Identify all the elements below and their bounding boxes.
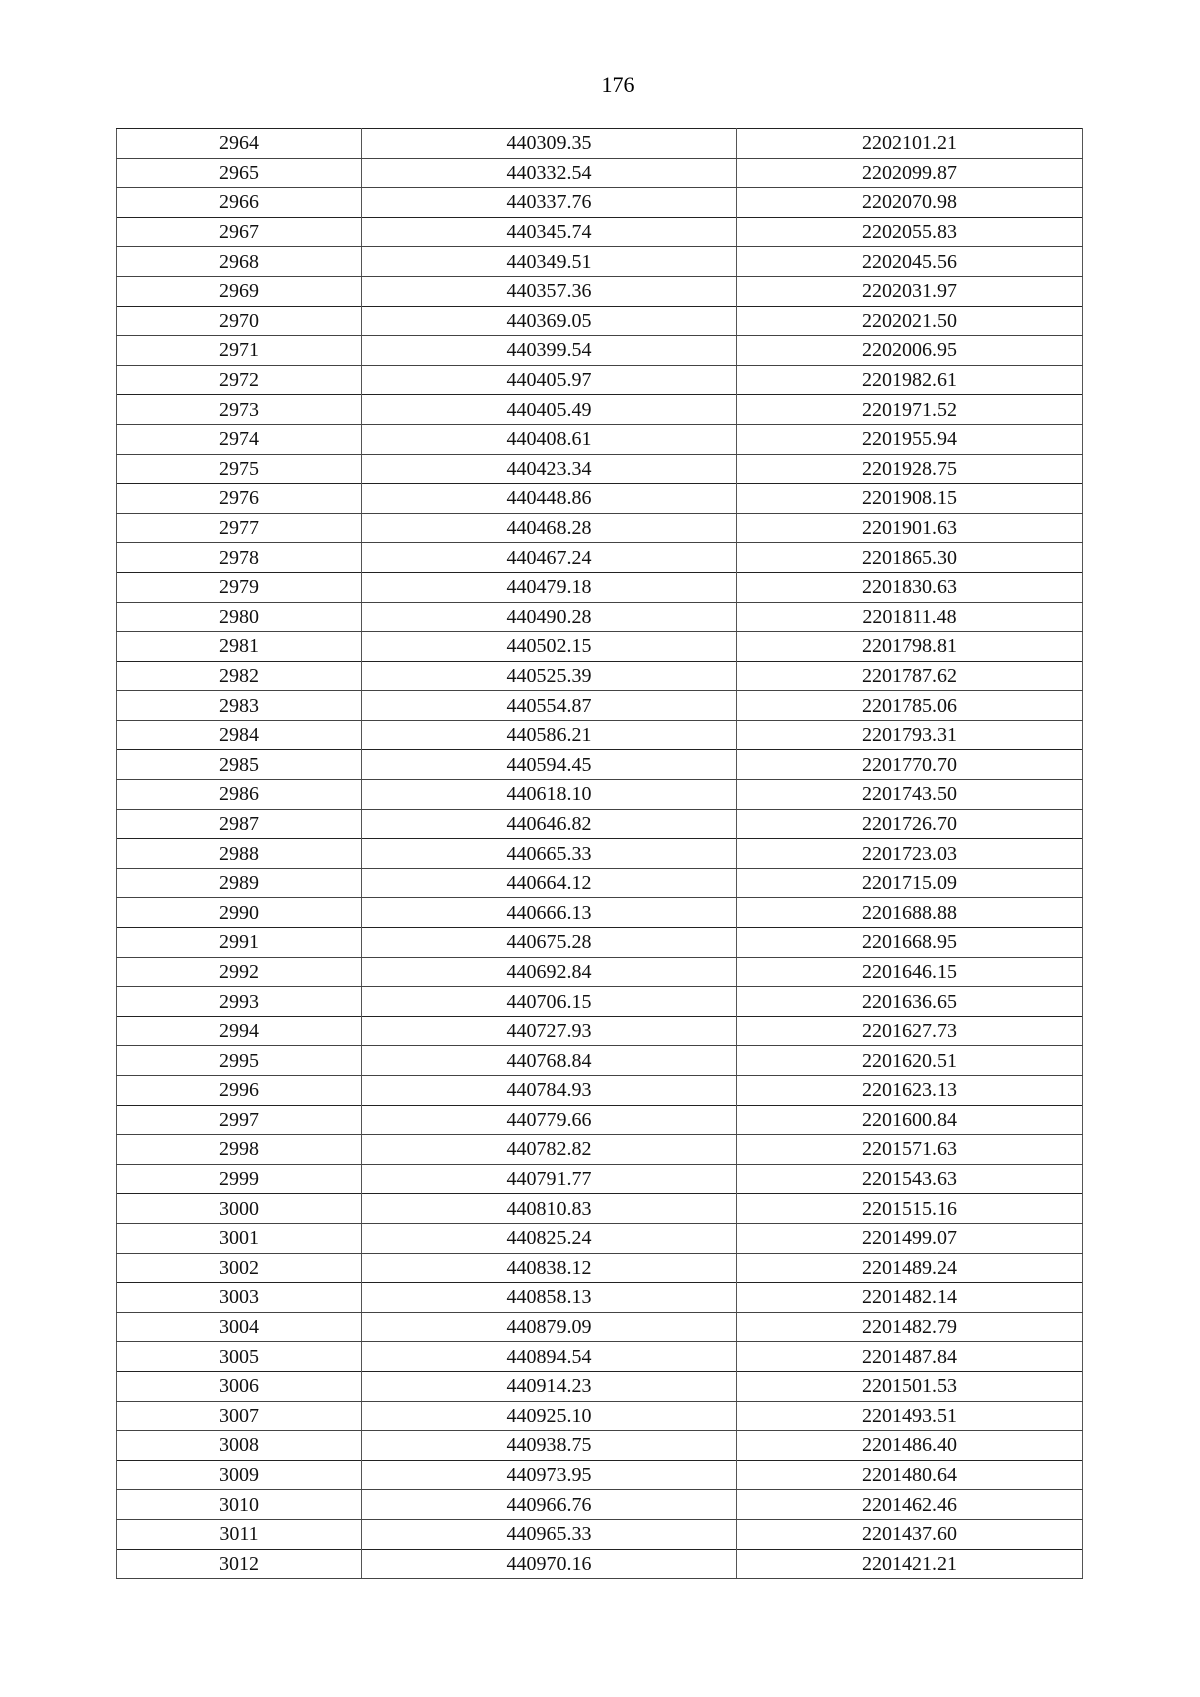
point-number-cell: 2981 — [117, 632, 362, 662]
x-coordinate-cell: 440618.10 — [362, 780, 737, 810]
table-row — [117, 839, 1083, 869]
x-coordinate-cell: 440675.28 — [362, 928, 737, 958]
x-coordinate-cell: 440664.12 — [362, 868, 737, 898]
point-number-cell: 2979 — [117, 572, 362, 602]
point-number-cell: 2976 — [117, 484, 362, 514]
y-coordinate-cell: 2202099.87 — [737, 158, 1083, 188]
y-coordinate-cell: 2201688.88 — [737, 898, 1083, 928]
x-coordinate-cell: 440665.33 — [362, 839, 737, 869]
point-number-cell: 2987 — [117, 809, 362, 839]
y-coordinate-cell: 2202006.95 — [737, 336, 1083, 366]
table-row — [117, 1371, 1083, 1401]
table-row — [117, 1460, 1083, 1490]
point-number-cell: 2991 — [117, 928, 362, 958]
point-number-cell: 3001 — [117, 1223, 362, 1253]
y-coordinate-cell: 2201726.70 — [737, 809, 1083, 839]
y-coordinate-cell: 2201437.60 — [737, 1519, 1083, 1549]
x-coordinate-cell: 440692.84 — [362, 957, 737, 987]
y-coordinate-cell: 2201830.63 — [737, 572, 1083, 602]
point-number-cell: 2974 — [117, 424, 362, 454]
y-coordinate-cell: 2201600.84 — [737, 1105, 1083, 1135]
x-coordinate-cell: 440468.28 — [362, 513, 737, 543]
point-number-cell: 2966 — [117, 188, 362, 218]
x-coordinate-cell: 440925.10 — [362, 1401, 737, 1431]
table-row — [117, 661, 1083, 691]
x-coordinate-cell: 440666.13 — [362, 898, 737, 928]
y-coordinate-cell: 2202045.56 — [737, 247, 1083, 277]
table-row — [117, 454, 1083, 484]
table-row — [117, 1223, 1083, 1253]
table-row — [117, 1253, 1083, 1283]
y-coordinate-cell: 2201723.03 — [737, 839, 1083, 869]
point-number-cell: 3007 — [117, 1401, 362, 1431]
x-coordinate-cell: 440973.95 — [362, 1460, 737, 1490]
x-coordinate-cell: 440502.15 — [362, 632, 737, 662]
x-coordinate-cell: 440791.77 — [362, 1164, 737, 1194]
x-coordinate-cell: 440914.23 — [362, 1371, 737, 1401]
x-coordinate-cell: 440448.86 — [362, 484, 737, 514]
y-coordinate-cell: 2202021.50 — [737, 306, 1083, 336]
y-coordinate-cell: 2201487.84 — [737, 1342, 1083, 1372]
x-coordinate-cell: 440399.54 — [362, 336, 737, 366]
x-coordinate-cell: 440965.33 — [362, 1519, 737, 1549]
x-coordinate-cell: 440423.34 — [362, 454, 737, 484]
y-coordinate-cell: 2201620.51 — [737, 1046, 1083, 1076]
y-coordinate-cell: 2201770.70 — [737, 750, 1083, 780]
point-number-cell: 3002 — [117, 1253, 362, 1283]
x-coordinate-cell: 440894.54 — [362, 1342, 737, 1372]
point-number-cell: 2983 — [117, 691, 362, 721]
y-coordinate-cell: 2202055.83 — [737, 217, 1083, 247]
coordinates-table — [116, 128, 1083, 1579]
table-row — [117, 306, 1083, 336]
point-number-cell: 3003 — [117, 1283, 362, 1313]
point-number-cell: 2973 — [117, 395, 362, 425]
table-body — [117, 129, 1083, 1579]
y-coordinate-cell: 2201743.50 — [737, 780, 1083, 810]
point-number-cell: 2997 — [117, 1105, 362, 1135]
point-number-cell: 2972 — [117, 365, 362, 395]
table-row — [117, 720, 1083, 750]
x-coordinate-cell: 440479.18 — [362, 572, 737, 602]
point-number-cell: 2980 — [117, 602, 362, 632]
point-number-cell: 2969 — [117, 276, 362, 306]
x-coordinate-cell: 440706.15 — [362, 987, 737, 1017]
y-coordinate-cell: 2201486.40 — [737, 1431, 1083, 1461]
point-number-cell: 2996 — [117, 1076, 362, 1106]
x-coordinate-cell: 440309.35 — [362, 129, 737, 159]
table-row — [117, 928, 1083, 958]
table-row — [117, 1401, 1083, 1431]
table-row — [117, 572, 1083, 602]
y-coordinate-cell: 2201543.63 — [737, 1164, 1083, 1194]
x-coordinate-cell: 440405.49 — [362, 395, 737, 425]
y-coordinate-cell: 2201646.15 — [737, 957, 1083, 987]
table-row — [117, 1490, 1083, 1520]
x-coordinate-cell: 440525.39 — [362, 661, 737, 691]
point-number-cell: 2975 — [117, 454, 362, 484]
x-coordinate-cell: 440408.61 — [362, 424, 737, 454]
y-coordinate-cell: 2201627.73 — [737, 1016, 1083, 1046]
point-number-cell: 3006 — [117, 1371, 362, 1401]
point-number-cell: 2995 — [117, 1046, 362, 1076]
point-number-cell: 2998 — [117, 1135, 362, 1165]
point-number-cell: 2985 — [117, 750, 362, 780]
point-number-cell: 2965 — [117, 158, 362, 188]
x-coordinate-cell: 440467.24 — [362, 543, 737, 573]
page-number: 176 — [601, 72, 635, 97]
x-coordinate-cell: 440838.12 — [362, 1253, 737, 1283]
x-coordinate-cell: 440586.21 — [362, 720, 737, 750]
point-number-cell: 3004 — [117, 1312, 362, 1342]
point-number-cell: 2977 — [117, 513, 362, 543]
y-coordinate-cell: 2202101.21 — [737, 129, 1083, 159]
table-row — [117, 750, 1083, 780]
point-number-cell: 2993 — [117, 987, 362, 1017]
point-number-cell: 2978 — [117, 543, 362, 573]
table-row — [117, 1046, 1083, 1076]
point-number-cell: 2999 — [117, 1164, 362, 1194]
table-row — [117, 543, 1083, 573]
table-row — [117, 513, 1083, 543]
point-number-cell: 3008 — [117, 1431, 362, 1461]
point-number-cell: 3000 — [117, 1194, 362, 1224]
x-coordinate-cell: 440768.84 — [362, 1046, 737, 1076]
x-coordinate-cell: 440554.87 — [362, 691, 737, 721]
y-coordinate-cell: 2201908.15 — [737, 484, 1083, 514]
x-coordinate-cell: 440879.09 — [362, 1312, 737, 1342]
x-coordinate-cell: 440594.45 — [362, 750, 737, 780]
point-number-cell: 2968 — [117, 247, 362, 277]
y-coordinate-cell: 2201955.94 — [737, 424, 1083, 454]
x-coordinate-cell: 440858.13 — [362, 1283, 737, 1313]
point-number-cell: 2994 — [117, 1016, 362, 1046]
table-row — [117, 1164, 1083, 1194]
x-coordinate-cell: 440369.05 — [362, 306, 737, 336]
x-coordinate-cell: 440938.75 — [362, 1431, 737, 1461]
table-row — [117, 365, 1083, 395]
table-row — [117, 158, 1083, 188]
point-number-cell: 2964 — [117, 129, 362, 159]
table-row — [117, 632, 1083, 662]
y-coordinate-cell: 2201865.30 — [737, 543, 1083, 573]
x-coordinate-cell: 440825.24 — [362, 1223, 737, 1253]
table-row — [117, 987, 1083, 1017]
table-row — [117, 1194, 1083, 1224]
point-number-cell: 3005 — [117, 1342, 362, 1372]
table-row — [117, 1342, 1083, 1372]
point-number-cell: 2967 — [117, 217, 362, 247]
x-coordinate-cell: 440646.82 — [362, 809, 737, 839]
x-coordinate-cell: 440782.82 — [362, 1135, 737, 1165]
point-number-cell: 3011 — [117, 1519, 362, 1549]
y-coordinate-cell: 2201421.21 — [737, 1549, 1083, 1579]
point-number-cell: 2989 — [117, 868, 362, 898]
y-coordinate-cell: 2201668.95 — [737, 928, 1083, 958]
table-row — [117, 868, 1083, 898]
y-coordinate-cell: 2201901.63 — [737, 513, 1083, 543]
y-coordinate-cell: 2201462.46 — [737, 1490, 1083, 1520]
x-coordinate-cell: 440357.36 — [362, 276, 737, 306]
table-row — [117, 129, 1083, 159]
point-number-cell: 3009 — [117, 1460, 362, 1490]
table-row — [117, 188, 1083, 218]
table-row — [117, 395, 1083, 425]
point-number-cell: 2984 — [117, 720, 362, 750]
point-number-cell: 2971 — [117, 336, 362, 366]
y-coordinate-cell: 2201482.14 — [737, 1283, 1083, 1313]
point-number-cell: 2986 — [117, 780, 362, 810]
y-coordinate-cell: 2201499.07 — [737, 1223, 1083, 1253]
table-row — [117, 602, 1083, 632]
y-coordinate-cell: 2202031.97 — [737, 276, 1083, 306]
table-row — [117, 1076, 1083, 1106]
table-row — [117, 484, 1083, 514]
y-coordinate-cell: 2201811.48 — [737, 602, 1083, 632]
table-row — [117, 276, 1083, 306]
table-row — [117, 1105, 1083, 1135]
y-coordinate-cell: 2201636.65 — [737, 987, 1083, 1017]
table-row — [117, 1016, 1083, 1046]
table-row — [117, 336, 1083, 366]
y-coordinate-cell: 2201982.61 — [737, 365, 1083, 395]
x-coordinate-cell: 440970.16 — [362, 1549, 737, 1579]
table-row — [117, 217, 1083, 247]
y-coordinate-cell: 2201785.06 — [737, 691, 1083, 721]
table-row — [117, 1431, 1083, 1461]
y-coordinate-cell: 2201798.81 — [737, 632, 1083, 662]
y-coordinate-cell: 2201571.63 — [737, 1135, 1083, 1165]
table-row — [117, 898, 1083, 928]
y-coordinate-cell: 2201482.79 — [737, 1312, 1083, 1342]
x-coordinate-cell: 440349.51 — [362, 247, 737, 277]
table-row — [117, 780, 1083, 810]
point-number-cell: 3012 — [117, 1549, 362, 1579]
point-number-cell: 2990 — [117, 898, 362, 928]
x-coordinate-cell: 440784.93 — [362, 1076, 737, 1106]
x-coordinate-cell: 440727.93 — [362, 1016, 737, 1046]
point-number-cell: 2992 — [117, 957, 362, 987]
table-row — [117, 809, 1083, 839]
table-row — [117, 247, 1083, 277]
y-coordinate-cell: 2201793.31 — [737, 720, 1083, 750]
table-row — [117, 1549, 1083, 1579]
table-row — [117, 1135, 1083, 1165]
table-row — [117, 424, 1083, 454]
point-number-cell: 3010 — [117, 1490, 362, 1520]
table-row — [117, 1283, 1083, 1313]
table-row — [117, 691, 1083, 721]
point-number-cell: 2982 — [117, 661, 362, 691]
x-coordinate-cell: 440490.28 — [362, 602, 737, 632]
x-coordinate-cell: 440405.97 — [362, 365, 737, 395]
y-coordinate-cell: 2202070.98 — [737, 188, 1083, 218]
y-coordinate-cell: 2201928.75 — [737, 454, 1083, 484]
y-coordinate-cell: 2201623.13 — [737, 1076, 1083, 1106]
x-coordinate-cell: 440966.76 — [362, 1490, 737, 1520]
y-coordinate-cell: 2201493.51 — [737, 1401, 1083, 1431]
x-coordinate-cell: 440345.74 — [362, 217, 737, 247]
y-coordinate-cell: 2201489.24 — [737, 1253, 1083, 1283]
y-coordinate-cell: 2201501.53 — [737, 1371, 1083, 1401]
x-coordinate-cell: 440810.83 — [362, 1194, 737, 1224]
table-row — [117, 1519, 1083, 1549]
y-coordinate-cell: 2201480.64 — [737, 1460, 1083, 1490]
table-row — [117, 957, 1083, 987]
x-coordinate-cell: 440332.54 — [362, 158, 737, 188]
y-coordinate-cell: 2201715.09 — [737, 868, 1083, 898]
x-coordinate-cell: 440779.66 — [362, 1105, 737, 1135]
y-coordinate-cell: 2201787.62 — [737, 661, 1083, 691]
point-number-cell: 2970 — [117, 306, 362, 336]
y-coordinate-cell: 2201971.52 — [737, 395, 1083, 425]
table-row — [117, 1312, 1083, 1342]
y-coordinate-cell: 2201515.16 — [737, 1194, 1083, 1224]
point-number-cell: 2988 — [117, 839, 362, 869]
x-coordinate-cell: 440337.76 — [362, 188, 737, 218]
